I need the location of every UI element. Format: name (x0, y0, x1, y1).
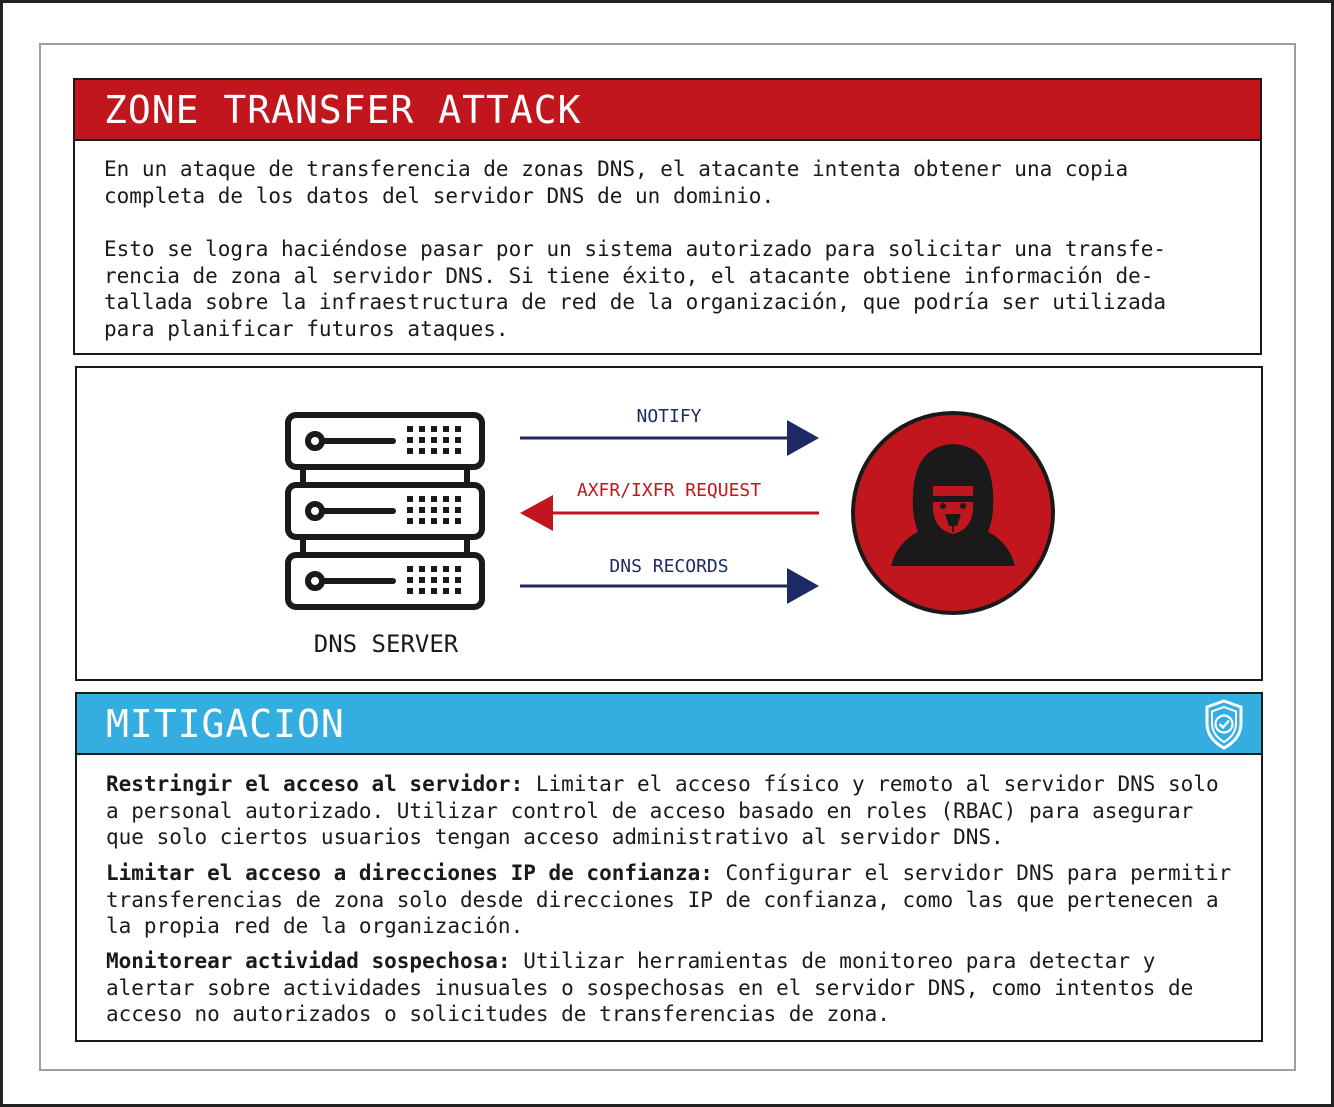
server-vent-dot (443, 448, 449, 454)
server-vent-dot (419, 448, 425, 454)
server-vent-dot (443, 588, 449, 594)
server-vent-dot (455, 588, 461, 594)
server-vent-dot (407, 496, 413, 502)
server-vent-dot (443, 496, 449, 502)
attack-paragraph-2: Esto se logra haciéndose pasar por un sistema autorizado para solicitar una transfe- rencia de zona al servidor DNS. Si tiene éxito, el atacante obtiene información de- tallada sobre la infraestructura de red de la organización, que podría ser utilizada para planificar futuros ataques. (104, 237, 1167, 341)
server-vent-dot (455, 566, 461, 572)
server-vent-dot (431, 577, 437, 583)
server-vent-dots (407, 426, 461, 594)
server-vent-dot (431, 437, 437, 443)
mitigation-item-1 (106, 771, 1241, 851)
server-vent-dot (419, 577, 425, 583)
server-vent-dot (407, 507, 413, 513)
arrow-dns-records (520, 556, 819, 604)
server-vent-dot (407, 518, 413, 524)
server-vent-dot (419, 426, 425, 432)
mitigation-item-2-text: Configurar el servidor DNS para permitir transferencias de zona solo desde direcciones IP de confianza, como las que pertenecen a la propia red de la organización. (106, 861, 1232, 938)
server-vent-dot (431, 448, 437, 454)
server-vent-dot (443, 437, 449, 443)
arrow-label-axfr: AXFR/IXFR REQUEST (576, 480, 762, 501)
server-vent-dot (419, 507, 425, 513)
mitigation-item-3-text: Utilizar herramientas de monitoreo para detectar y alertar sobre actividades inusuales o sospechosas en el servidor DNS, como intentos de acceso no autorizados o solicitudes de transferencias de zona. (106, 949, 1194, 1026)
server-vent-dot (419, 437, 425, 443)
mitigation-item-2 (106, 860, 1241, 940)
server-vent-dot (419, 588, 425, 594)
server-vent-dot (419, 496, 425, 502)
server-vent-dot (407, 426, 413, 432)
mitigation-item-3 (106, 948, 1241, 1028)
server-vent-dot (419, 566, 425, 572)
attack-paragraph-1: En un ataque de transferencia de zonas DNS, el atacante intenta obtener una copia completa de los datos del servidor DNS de un dominio. (104, 157, 1129, 208)
diagram-canvas (77, 368, 1261, 679)
server-vent-dot (443, 577, 449, 583)
server-vent-dot (455, 426, 461, 432)
server-vent-dot (443, 426, 449, 432)
mitigation-item-3-heading: Monitorear actividad sospechosa: (106, 949, 511, 973)
server-vent-dot (431, 566, 437, 572)
server-vent-dot (407, 577, 413, 583)
server-vent-dot (407, 566, 413, 572)
server-vent-dot (455, 448, 461, 454)
mitigation-title: MITIGACION (106, 701, 345, 746)
server-label: DNS SERVER (313, 630, 459, 658)
mitigation-panel (75, 692, 1263, 1042)
arrow-notify (520, 406, 819, 456)
server-vent-dot (419, 518, 425, 524)
server-vent-dot (455, 507, 461, 513)
server-vent-dot (443, 566, 449, 572)
server-vent-dot (455, 496, 461, 502)
server-vent-dot (455, 577, 461, 583)
attack-header (75, 80, 1260, 141)
diagram-panel (75, 366, 1263, 681)
server-rack-icon (288, 415, 482, 607)
mitigation-header (77, 694, 1261, 755)
arrow-label-notify: NOTIFY (636, 406, 702, 427)
shield-check-icon (1204, 699, 1244, 751)
server-vent-dot (407, 437, 413, 443)
mitigation-item-1-text: Limitar el acceso físico y remoto al servidor DNS solo a personal autorizado. Utilizar control de acceso basado en roles (RBAC) para asegurar que solo ciertos usuarios tengan acceso administrativo al servidor DNS. (106, 772, 1219, 849)
server-vent-dot (431, 496, 437, 502)
server-vent-dot (431, 588, 437, 594)
mitigation-item-2-heading: Limitar el acceso a direcciones IP de confianza: (106, 861, 713, 885)
attack-title: ZONE TRANSFER ATTACK (104, 87, 582, 132)
server-vent-dot (431, 518, 437, 524)
server-vent-dot (407, 448, 413, 454)
arrow-label-dns-records: DNS RECORDS (609, 556, 729, 577)
server-vent-dot (455, 437, 461, 443)
server-vent-dot (431, 507, 437, 513)
server-vent-dot (455, 518, 461, 524)
hooded-hacker-icon (853, 413, 1053, 613)
arrow-axfr-request (520, 480, 819, 531)
mitigation-item-1-heading: Restringir el acceso al servidor: (106, 772, 524, 796)
server-vent-dot (407, 588, 413, 594)
server-vent-dot (431, 426, 437, 432)
server-vent-dot (443, 507, 449, 513)
server-vent-dot (443, 518, 449, 524)
attack-panel (73, 78, 1262, 355)
